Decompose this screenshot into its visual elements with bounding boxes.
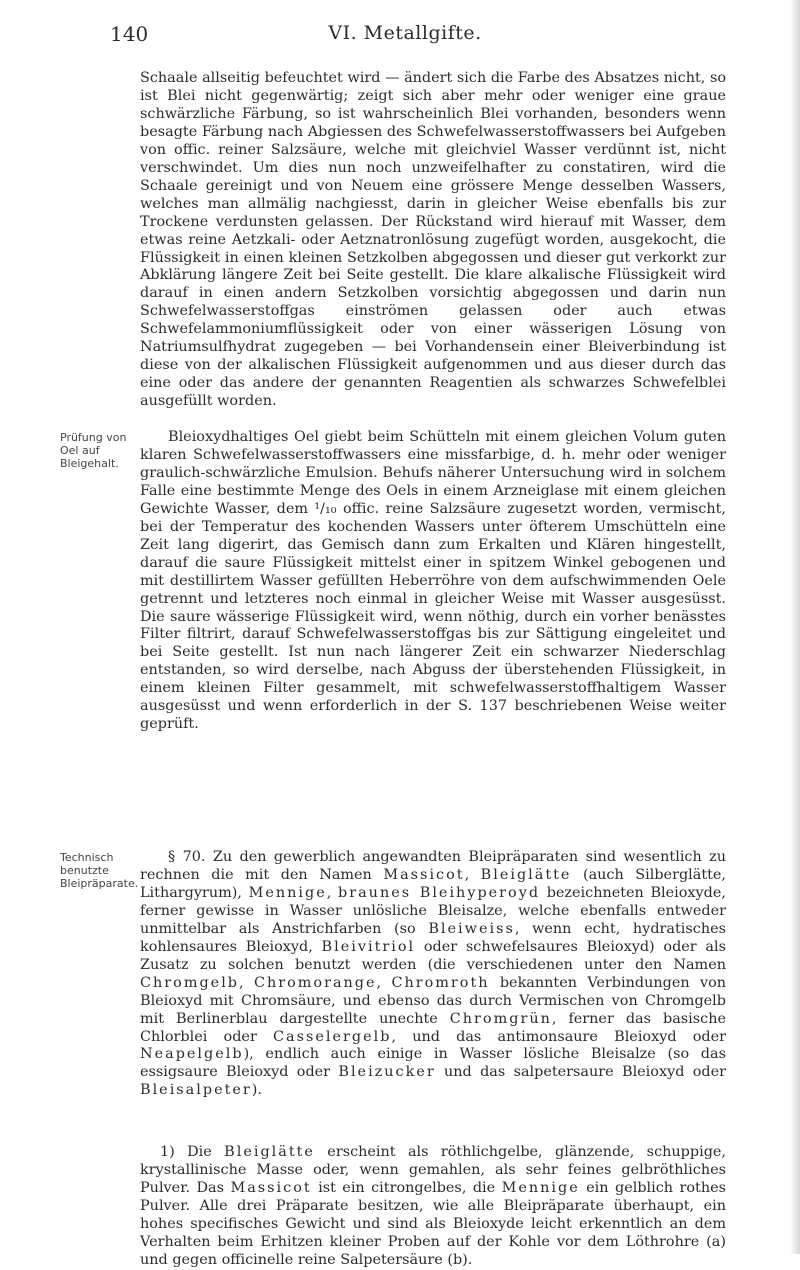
p3-text-k: , ferner das basische Chlorblei oder	[140, 1010, 726, 1045]
p3-text-n: und das salpetersaure Bleioxyd oder	[435, 1064, 726, 1081]
p4-text-b: erscheint als röthlichgelbe, glänzende, schuppige, krystallinische Masse oder, wenn gemahlen, als sehr feines gelbröthliches Pulver. Das	[140, 1144, 726, 1196]
term-bleiweiss: Bleiweiss	[428, 920, 515, 937]
term-bleivitriol: Bleivitriol	[321, 938, 416, 955]
term-chromgelb: Chromgelb	[140, 974, 240, 991]
p3-text-h: ,	[239, 974, 254, 991]
term-massicot: Massicot	[383, 866, 465, 883]
term-massicot-2: Massicot	[230, 1179, 312, 1196]
term-casselergelb: Casselergelb	[273, 1028, 392, 1045]
page-number: 140	[110, 22, 149, 46]
term-bleisalpeter: Bleisalpeter	[140, 1082, 252, 1099]
paragraph-1: Schaale allseitig befeuchtet wird — ändert sich die Farbe des Absatzes nicht, so ist Blei nicht gegenwärtig; zeigt sich aber mehr oder weniger eine graue schwärzliche Färbung, so ist wahrscheinlich Blei vorhanden, besonders wenn besagte Färbung nach Abgiessen des Schwefelwasserstoffwassers bei Aufgeben von offic. reiner Salzsäure, welche mit gleichviel Wasser verdünnt ist, nicht verschwindet. Um dies nun noch unzweifelhafter zu constatiren, wird die Schaale gereinigt und von Neuem eine grössere Menge desselben Wassers, welches man allmälig nachgiesst, darin in gleicher Weise ebenfalls bis zur Trockene verdunsten gelassen. Der Rückstand wird hierauf mit Wasser, dem etwas reine Aetzkali- oder Aetznatronlösung zugefügt worden, ausgekocht, die Flüssigkeit in einen kleinen Setzkolben abgegossen und dieser gut verkorkt zur Abklärung längere Zeit bei Seite gestellt. Die klare alkalische Flüssigkeit wird darauf in einen andern Setzkolben vorsichtig abgegossen und darin nun Schwefelwasserstoffgas einströmen gelassen oder auch etwas Schwefelammoniumflüssigkeit oder von einer wässerigen Lösung von Natriumsulfhydrat zugegeben — bei Vorhandensein einer Bleiverbindung ist diese von der alkalischen Flüssigkeit aufgenommen und aus dieser durch das eine oder das andere der genannten Reagentien als schwarzes Schwefelblei ausgefüllt worden.	[140, 70, 726, 410]
p3-text-f: , wenn echt, hydratisches kohlensaures Bleioxyd,	[140, 920, 726, 955]
p3-text-i: ,	[376, 974, 392, 991]
page-header	[110, 18, 700, 48]
term-chromgruen: Chromgrün	[449, 1010, 552, 1027]
p3-text-l: , und das antimonsaure Bleioxyd oder	[391, 1028, 727, 1045]
term-neapelgelb: Neapelgelb	[140, 1046, 244, 1063]
paragraph-3	[140, 849, 726, 1100]
p3-text-e: bezeichneten Bleioxyde, ferner gewisse in Wasser unlösliche Bleisalze, welche ebenfalls entweder unmittelbar als Anstrichfarben (so	[140, 884, 726, 937]
running-head: VI. Metallgifte.	[328, 22, 482, 44]
margin-note-technical-lead: Technisch benutzte Bleipräparate.	[60, 851, 139, 890]
term-bleiglaette-2: Bleiglätte	[224, 1144, 315, 1160]
p3-text-o: ).	[251, 1082, 262, 1099]
term-bleizucker: Bleizucker	[338, 1064, 436, 1081]
term-chromroth: Chromroth	[391, 974, 490, 991]
p3-text-a: § 70. Zu den gewerblich angewandten Bleipräparaten sind wesentlich zu rechnen die mit den Namen	[140, 849, 726, 883]
paragraph-2: Bleioxydhaltiges Oel giebt beim Schütteln mit einem gleichen Volum guten klaren Schwefelwasserstoffwassers eine missfarbige, d. h. mehr oder weniger graulich-schwärzliche Emulsion. Behufs näherer Untersuchung wird in solchem Falle eine bestimmte Menge des Oels in einem Arzneiglase mit einem gleichen Gewichte Wasser, dem ¹/₁₀ offic. reine Salzsäure zugesetzt worden, vermischt, bei der Temperatur des kochenden Wassers unter öfterem Umschütteln eine Zeit lang digerirt, das Gemisch dann zum Erkalten und Klären hingestellt, darauf die saure Flüssigkeit mittelst einer in spitzem Winkel gebogenen und mit destillirtem Wasser gefüllten Heberröhre von dem aufschwimmenden Oele getrennt und letzteres noch einmal in gleicher Weise mit Wasser ausgesüsst. Die saure wässerige Flüssigkeit wird, wenn nöthig, durch ein vorher benässtes Filter filtrirt, darauf Schwefelwasserstoffgas bis zur Sättigung eingeleitet und bei Seite gestellt. Ist nun nach längerer Zeit ein schwarzer Niederschlag entstanden, so wird derselbe, nach Abguss der überstehenden Flüssigkeit, in einem kleinen Filter gesammelt, mit schwefelwasserstoffhaltigem Wasser ausgesüsst und wenn erforderlich in der S. 137 beschriebenen Weise weiter geprüft.	[140, 429, 726, 733]
term-bleiglaette: Bleiglätte	[480, 866, 572, 883]
term-chromorange: Chromorange	[253, 974, 377, 991]
p3-text-c: (auch Silberglätte, Lithargyrum),	[140, 866, 727, 901]
p3-text-g: oder schwefelsaures Bleioxyd) oder als Zusatz zu solchen benutzt werden (die verschiedenen unter den Namen	[140, 938, 726, 973]
p4-text-a: 1) Die	[160, 1144, 225, 1160]
page-edge-shadow	[790, 0, 800, 1254]
term-mennige-2: Mennige	[501, 1179, 580, 1196]
term-mennige: Mennige	[248, 884, 327, 901]
p3-text-d: ,	[326, 884, 338, 901]
margin-note-oil-test: Prüfung von Oel auf Bleigehalt.	[60, 431, 127, 470]
term-braunes-bleihyperoyd: braunes Bleihyperoyd	[338, 884, 541, 901]
paragraph-4	[140, 1144, 726, 1270]
p4-text-c: ist ein citrongelbes, die	[311, 1179, 502, 1196]
p4-text-d: ein gelblich rothes Pulver. Alle drei Präparate besitzen, wie alle Bleipräparate überhaupt, ein hohes specifisches Gewicht und sind als Bleioxyde leicht erkenntlich an dem Verhalten beim Erhitzen kleiner Proben auf der Kohle vor dem Löthrohre (a) und gegen officinelle reine Salpetersäure (b).	[140, 1179, 726, 1268]
p3-text-j: bekannten Verbindungen von Bleioxyd mit Chromsäure, und ebenso das durch Vermischen von Chromgelb mit Berlinerblau dargestellte unechte	[140, 974, 727, 1027]
p3-text-b: ,	[464, 866, 481, 883]
p3-text-m: ), endlich auch einige in Wasser lösliche Bleisalze (so das essigsaure Bleioxyd oder	[140, 1046, 726, 1081]
